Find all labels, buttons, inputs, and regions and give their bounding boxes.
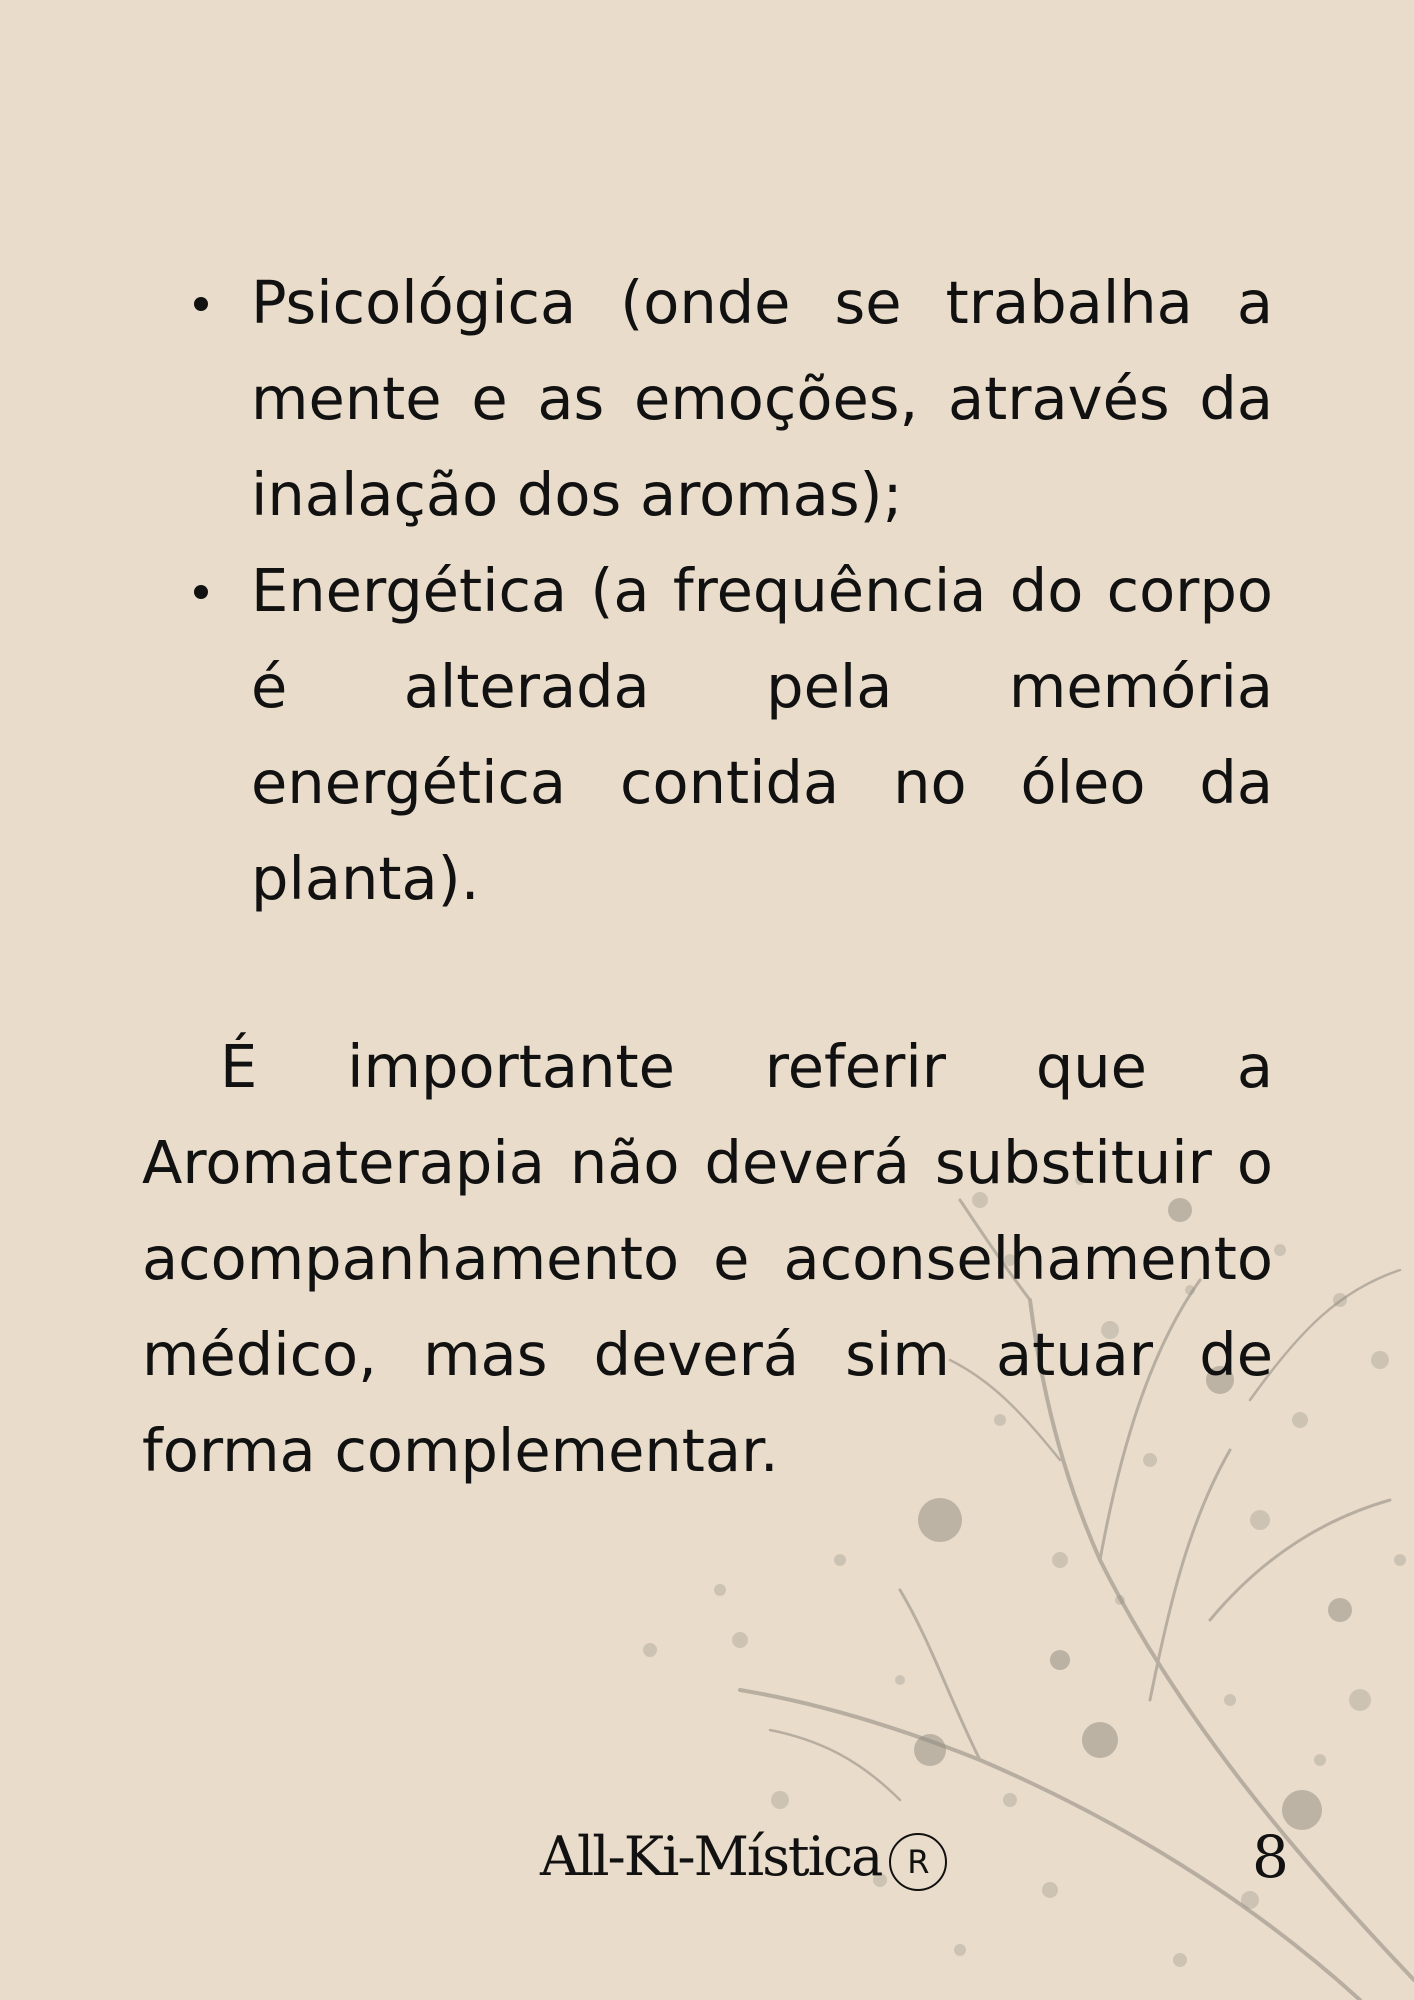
bullet-list [186, 255, 1273, 927]
list-item [186, 543, 1273, 927]
list-item-text: Psicológica (onde se trabalha a mente e as emoções, através da inalação dos aromas); [251, 268, 1273, 529]
bullet-icon [194, 585, 208, 599]
body-paragraph: É importante referir que a Aromaterapia não deverá substituir o acompanhamento e aconselhamento médico, mas deverá sim atuar de forma complementar. [142, 1032, 1273, 1485]
footer-brand [540, 1822, 947, 1892]
bullet-icon [194, 297, 208, 311]
page-number: 8 [1252, 1823, 1289, 1891]
list-item-text: Energética (a frequência do corpo é alterada pela memória energética contida no óleo da planta). [251, 556, 1273, 913]
list-item [186, 255, 1273, 543]
brand-name: All-Ki-Mística [540, 1825, 882, 1888]
registered-mark-icon: R [889, 1833, 947, 1891]
